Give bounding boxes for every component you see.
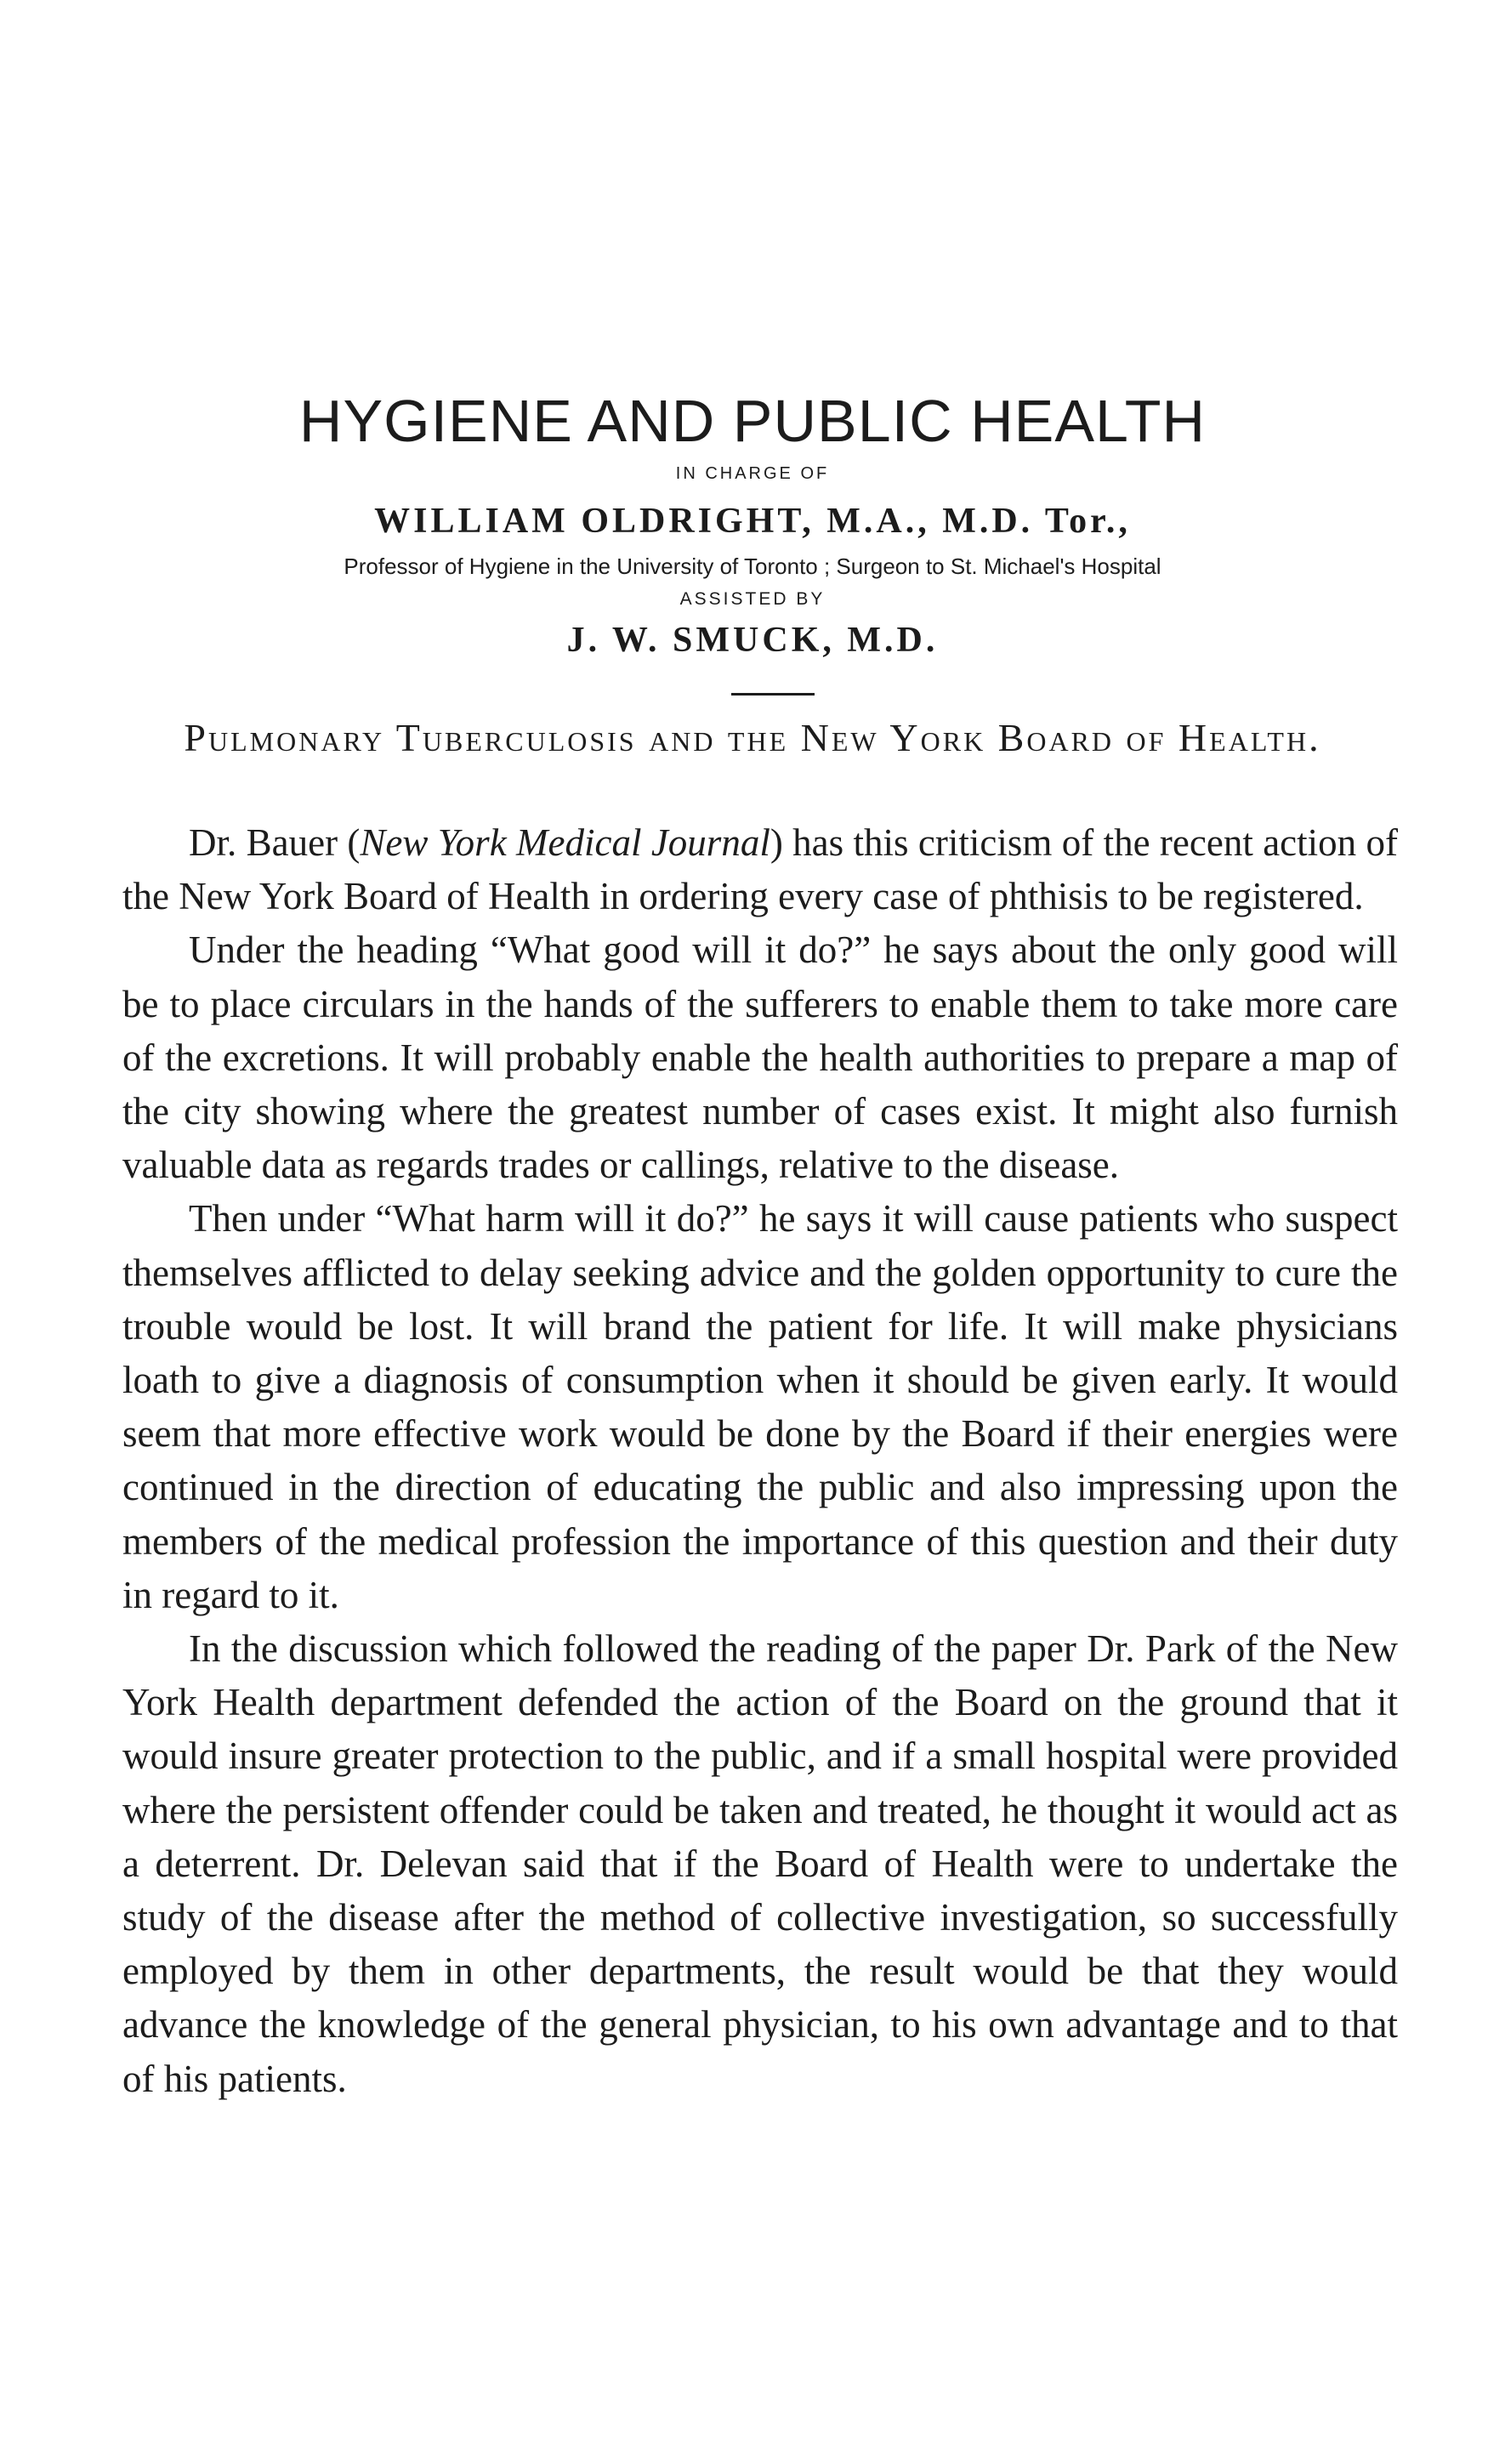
assisted-by-label: ASSISTED BY <box>679 589 826 609</box>
article-title: Pulmonary Tuberculosis and the New York Board of Health. <box>184 716 1321 759</box>
journal-name: New York Medical Journal <box>360 821 770 864</box>
assistant-name: J. W. SMUCK, M.D. <box>566 621 939 660</box>
divider-rule <box>731 693 815 695</box>
paragraph-1 <box>122 816 1398 923</box>
article-body <box>122 816 1398 2106</box>
paragraph-3: Then under “What harm will it do?” he says it will cause patients who suspect themselves afflicted to delay seeking advice and the golden opportunity to cure the trouble would be lost. It will brand the patient for life. It will make physicians loath to give a diagnosis of consumption when it should be given early. It would seem that more effective work would be done by the Board if their energies were continued in the direction of educating the public and also impressing upon the members of the medical profession the importance of this question and their duty in regard to it. <box>122 1197 1398 1616</box>
paragraph-4: In the discussion which followed the reading of the paper Dr. Park of the New York Health department defended the action of the Board on the ground that it would insure greater protection to the public, and if a small hospital were provided where the persistent offender could be taken and treated, he thought it would act as a deterrent. Dr. Delevan said that if the Board of Health were to undertake the study of the disease after the method of collective investigation, so successfully employed by them in other departments, the result would be that they would advance the knowledge of the general physician, to his own advantage and to that of his patients. <box>122 1627 1398 2100</box>
paragraph-2: Under the heading “What good will it do?” he says about the only good will be to place circulars in the hands of the sufferers to enable them to take more care of the excretions. It will probably enable the health authorities to prepare a map of the city showing where the greatest number of cases exist. It might also furnish valuable data as regards trades or callings, relative to the disease. <box>122 928 1398 1187</box>
editor-name: WILLIAM OLDRIGHT, M.A., M.D. Tor., <box>374 502 1131 541</box>
section-title: HYGIENE AND PUBLIC HEALTH <box>298 388 1207 454</box>
in-charge-label: IN CHARGE OF <box>675 464 830 483</box>
paragraph-1-rest: ) has this criticism of the recent action of the New York Board of Health in ordering every case of phthisis to be registered. <box>122 821 1398 918</box>
editor-positions: Professor of Hygiene in the University of Toronto ; Surgeon to St. Michael's Hospital <box>344 554 1161 579</box>
paragraph-1-start: Dr. Bauer ( <box>189 821 361 864</box>
